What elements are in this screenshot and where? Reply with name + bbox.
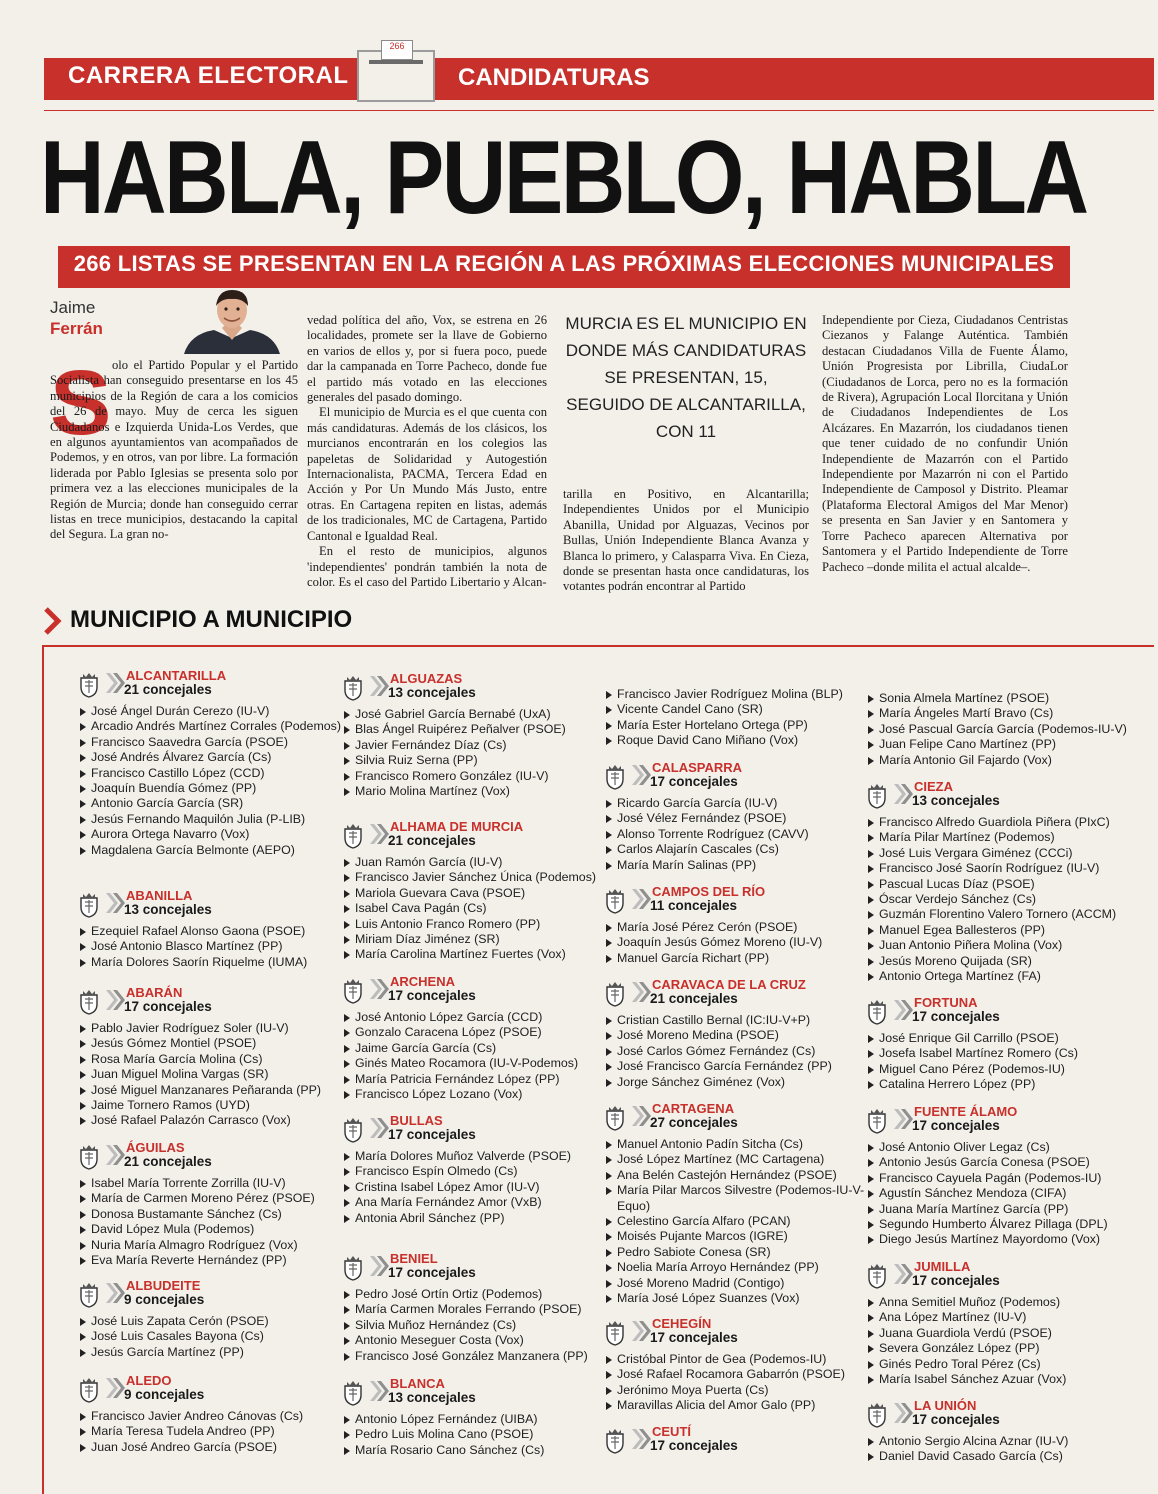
- candidate-item: Pablo Javier Rodríguez Soler (IU-V): [80, 1021, 321, 1036]
- candidate-item: Miriam Díaz Jiménez (SR): [344, 932, 596, 947]
- candidate-list: [342, 1149, 571, 1226]
- double-chevron-icon: [892, 1401, 914, 1430]
- candidate-item: Antonio García García (SR): [80, 796, 341, 811]
- municipio-seats: 9 concejales: [124, 1387, 205, 1402]
- municipio-seats: 21 concejales: [650, 991, 738, 1006]
- municipio-calasparra: [604, 760, 809, 873]
- municipio-seats: 17 concejales: [650, 1438, 738, 1453]
- municipio-name: ALCANTARILLA: [126, 668, 227, 683]
- candidate-item: Pedro José Ortín Ortiz (Podemos): [344, 1287, 588, 1302]
- candidate-item: Ricardo García García (IU-V): [606, 796, 809, 811]
- candidate-item: María Carmen Morales Ferrando (PSOE): [344, 1302, 588, 1317]
- candidate-list: [78, 1021, 321, 1129]
- candidate-item: Jesús Fernando Maquilón Julia (P-LIB): [80, 812, 341, 827]
- municipio-seats: 27 concejales: [650, 1115, 738, 1130]
- candidate-item: Moisés Pujante Marcos (IGRE): [606, 1229, 864, 1244]
- candidate-item: María Marín Salinas (PP): [606, 858, 809, 873]
- candidate-item: Magdalena García Belmonte (AEPO): [80, 843, 341, 858]
- page-tag: 266: [381, 40, 413, 60]
- municipio-name: LA UNIÓN: [914, 1398, 977, 1413]
- candidate-item: Vicente Candel Cano (SR): [606, 702, 843, 717]
- candidate-item: Alonso Torrente Rodríguez (CAVV): [606, 827, 809, 842]
- municipio-name: BULLAS: [390, 1113, 443, 1128]
- municipio-name: ABANILLA: [126, 888, 193, 903]
- divider: [44, 110, 1154, 111]
- candidate-item: Agustín Sánchez Mendoza (CIFA): [868, 1186, 1108, 1201]
- article-paragraph: tarilla en Positivo, en Alcantarilla; Independientes Unidos por el Municipio Abanilla, Unidad por Alguazas, Vecinos por Bullas, Unión Independiente Blanca Avanza y Blanca lo primero, y Calasparra Viva. En Cieza, donde se presentan hasta once candidaturas, los votantes podrán encontrar al Partido: [563, 487, 809, 594]
- municipio-name: ABARÁN: [126, 985, 183, 1000]
- municipio-name: CARTAGENA: [652, 1101, 735, 1116]
- candidate-item: Equo): [617, 1198, 651, 1213]
- coat-of-arms-icon: [866, 999, 888, 1030]
- candidate-item: María José López Suanzes (Vox): [606, 1291, 864, 1306]
- candidate-item: María Ángeles Martí Bravo (Cs): [868, 706, 1127, 721]
- candidate-item: Gonzalo Caracena López (PSOE): [344, 1025, 578, 1040]
- candidate-item: Silvia Ruiz Serna (PP): [344, 753, 566, 768]
- candidate-item: José Francisco García Fernández (PP): [606, 1059, 832, 1074]
- municipio-aledo: [78, 1373, 303, 1455]
- municipio-fortuna: [866, 995, 1078, 1093]
- candidate-item: Francisco Espín Olmedo (Cs): [344, 1164, 571, 1179]
- double-chevron-icon: [104, 1376, 126, 1405]
- candidate-item: María Ester Hortelano Ortega (PP): [606, 718, 843, 733]
- municipio-seats: 17 concejales: [388, 1265, 476, 1280]
- author-last-name: Ferrán: [50, 319, 103, 338]
- municipios-title: MUNICIPIO A MUNICIPIO: [70, 606, 353, 633]
- candidate-item: Francisco Javier Andreo Cánovas (Cs): [80, 1409, 303, 1424]
- candidate-item: Nuria María Almagro Rodríguez (Vox): [80, 1238, 315, 1253]
- article-column-2: [307, 313, 547, 590]
- candidate-item: Francisco Cayuela Pagán (Podemos-IU): [868, 1171, 1108, 1186]
- municipio-archena: [342, 974, 578, 1102]
- coat-of-arms-icon: [604, 888, 626, 919]
- coat-of-arms-icon: [604, 764, 626, 795]
- double-chevron-icon: [630, 887, 652, 916]
- candidate-item: José Ángel Durán Cerezo (IU-V): [80, 704, 341, 719]
- candidate-list: [604, 687, 843, 749]
- candidate-item: Francisco Javier Rodríguez Molina (BLP): [606, 687, 843, 702]
- article-paragraph: vedad política del año, Vox, se estrena en 26 localidades, promete ser la llave de Gobierno en varios de ellos y, por si fuera poco, puede dar la campanada en Torre Pacheco, donde fue el partido más votado en las elecciones generales del pasado domingo.: [307, 313, 547, 405]
- article-column-3: [563, 487, 809, 595]
- double-chevron-icon: [368, 1379, 390, 1408]
- article-column-4: [822, 313, 1068, 575]
- candidate-list: [342, 1287, 588, 1364]
- candidate-item: Francisco José Saorín Rodríguez (IU-V): [868, 861, 1116, 876]
- candidate-item: José Gabriel García Bernabé (UxA): [344, 707, 566, 722]
- candidate-item: Cristina Isabel López Amor (IU-V): [344, 1180, 571, 1195]
- candidate-item: Antonio Ortega Martínez (FA): [868, 969, 1116, 984]
- candidate-item: Sonia Almela Martínez (PSOE): [868, 691, 1127, 706]
- municipio-jumilla: [866, 1259, 1066, 1387]
- candidate-item: Francisco Saavedra García (PSOE): [80, 735, 341, 750]
- municipio-name: BLANCA: [390, 1376, 445, 1391]
- candidate-item: Arcadio Andrés Martínez Corrales (Podemos): [80, 719, 341, 734]
- article-paragraph: En el resto de municipios, algunos 'independientes' pondrán también la nota de color. Es el caso del Partido Libertario y Alcan-: [307, 544, 547, 589]
- municipio-seats: 9 concejales: [124, 1292, 205, 1307]
- municipio-name: CEHEGÍN: [652, 1316, 712, 1331]
- candidate-item: Eva María Reverte Hernández (PP): [80, 1253, 315, 1268]
- candidate-item: Pascual Lucas Díaz (PSOE): [868, 877, 1116, 892]
- double-chevron-icon: [368, 674, 390, 703]
- candidate-item: Daniel David Casado García (Cs): [868, 1449, 1068, 1464]
- candidate-item: Pedro Luis Molina Cano (PSOE): [344, 1427, 544, 1442]
- headline: HABLA, PUEBLO, HABLA: [40, 120, 1087, 236]
- double-chevron-icon: [368, 977, 390, 1006]
- candidate-item: Juan Felipe Cano Martínez (PP): [868, 737, 1127, 752]
- candidate-item: Ana López Martínez (IU-V): [868, 1310, 1066, 1325]
- candidate-item: Josefa Isabel Martínez Romero (Cs): [868, 1046, 1078, 1061]
- candidate-item: Silvia Muñoz Hernández (Cs): [344, 1318, 588, 1333]
- candidate-item: José Moreno Madrid (Contigo): [606, 1276, 864, 1291]
- municipio-name: BENIEL: [390, 1251, 438, 1266]
- subsection-label: CANDIDATURAS: [458, 64, 650, 91]
- candidate-item: José Luis Casales Bayona (Cs): [80, 1329, 269, 1344]
- coat-of-arms-icon: [342, 823, 364, 854]
- municipio-seats: 21 concejales: [124, 682, 212, 697]
- municipio-seats: 13 concejales: [912, 793, 1000, 808]
- municipio-name: CIEZA: [914, 779, 953, 794]
- municipio-seats: 17 concejales: [388, 988, 476, 1003]
- article-column-1: [50, 352, 298, 543]
- municipio-cartagena: [604, 1101, 864, 1306]
- municipio-bullas: [342, 1113, 571, 1226]
- double-chevron-icon: [630, 1427, 652, 1456]
- candidate-item: María Teresa Tudela Andreo (PP): [80, 1424, 303, 1439]
- candidate-item: José Enrique Gil Carrillo (PSOE): [868, 1031, 1078, 1046]
- candidate-item: María Carolina Martínez Fuertes (Vox): [344, 947, 596, 962]
- candidate-item: Juan José Andreo García (PSOE): [80, 1440, 303, 1455]
- candidate-item: Pedro Sabiote Conesa (SR): [606, 1245, 864, 1260]
- municipio-seats: 13 concejales: [388, 1390, 476, 1405]
- double-chevron-icon: [630, 1319, 652, 1348]
- municipio-abaran: [78, 985, 321, 1129]
- candidate-item: Jesús García Martínez (PP): [80, 1345, 269, 1360]
- candidate-item: Manuel Egea Ballesteros (PP): [868, 923, 1116, 938]
- candidate-item: Antonio Jesús García Conesa (PSOE): [868, 1155, 1108, 1170]
- candidate-list: [604, 1352, 845, 1414]
- candidate-list: [78, 924, 307, 970]
- municipio-la-union: [866, 1398, 1068, 1465]
- double-chevron-icon: [368, 822, 390, 851]
- municipio-name: ALGUAZAS: [390, 671, 463, 686]
- candidate-list: [866, 815, 1116, 984]
- candidate-item: María Isabel Sánchez Azuar (Vox): [868, 1372, 1066, 1387]
- coat-of-arms-icon: [866, 1263, 888, 1294]
- coat-of-arms-icon: [78, 1144, 100, 1175]
- candidate-item: Jesús Moreno Quijada (SR): [868, 954, 1116, 969]
- candidate-item: Francisco José González Manzanera (PP): [344, 1349, 588, 1364]
- candidate-item: Antonia Abril Sánchez (PP): [344, 1211, 571, 1226]
- candidate-item: Isabel Cava Pagán (Cs): [344, 901, 596, 916]
- candidate-item: Óscar Verdejo Sánchez (Cs): [868, 892, 1116, 907]
- double-chevron-icon: [104, 1143, 126, 1172]
- article-paragraph: El municipio de Murcia es el que cuenta con más candidaturas. Además de los clásicos, los murcianos encontrarán en los colegios las papeletas de Solidaridad y Autogestión Internacionalista, PACMA, Tercera Edad en Acción y Por Un Mundo Más Justo, entre otras. En Cartagena repiten en listas, además de los tradicionales, MC de Cartagena, Partido Cantonal e Igualdad Real.: [307, 405, 547, 543]
- candidate-item: Francisco López Lozano (Vox): [344, 1087, 578, 1102]
- municipio-seats: 11 concejales: [650, 898, 738, 913]
- municipio-seats: 17 concejales: [650, 774, 738, 789]
- municipio-beniel: [342, 1251, 588, 1364]
- municipio-abanilla: [78, 888, 307, 970]
- candidate-item: Cristóbal Pintor de Gea (Podemos-IU): [606, 1352, 845, 1367]
- candidate-item: José Carlos Gómez Fernández (Cs): [606, 1044, 832, 1059]
- candidate-item: Maravillas Alicia del Amor Galo (PP): [606, 1398, 845, 1413]
- candidate-list: [604, 796, 809, 873]
- candidate-item: María José Pérez Cerón (PSOE): [606, 920, 822, 935]
- coat-of-arms-icon: [866, 1108, 888, 1139]
- double-chevron-icon: [104, 891, 126, 920]
- candidate-item: Jorge Sánchez Giménez (Vox): [606, 1075, 832, 1090]
- double-chevron-icon: [630, 1104, 652, 1133]
- candidate-item: David López Mula (Podemos): [80, 1222, 315, 1237]
- candidate-list: [866, 1031, 1078, 1093]
- candidate-item: Jaime Tornero Ramos (UYD): [80, 1098, 321, 1113]
- candidate-item: María Patricia Fernández López (PP): [344, 1072, 578, 1087]
- candidate-item: Aurora Ortega Navarro (Vox): [80, 827, 341, 842]
- double-chevron-icon: [368, 1116, 390, 1145]
- section-label: CARRERA ELECTORAL: [68, 62, 349, 89]
- coat-of-arms-icon: [78, 1282, 100, 1313]
- municipio-caravaca-de-la-cruz: [604, 977, 832, 1090]
- double-chevron-icon: [892, 998, 914, 1027]
- municipio-name: FUENTE ÁLAMO: [914, 1104, 1018, 1119]
- candidate-list: [604, 1137, 864, 1306]
- candidate-list: [78, 1314, 269, 1360]
- candidate-item: Roque David Cano Miñano (Vox): [606, 733, 843, 748]
- candidate-item: José Rafael Rocamora Gabarrón (PSOE): [606, 1367, 845, 1382]
- coat-of-arms-icon: [604, 981, 626, 1012]
- candidate-item: Mariola Guevara Cava (PSOE): [344, 886, 596, 901]
- candidate-item: Diego Jesús Martínez Mayordomo (Vox): [868, 1232, 1108, 1247]
- candidate-item: Antonio Sergio Alcina Aznar (IU-V): [868, 1434, 1068, 1449]
- municipio-seats: 17 concejales: [912, 1412, 1000, 1427]
- subhead: 266 LISTAS SE PRESENTAN EN LA REGIÓN A LAS PRÓXIMAS ELECCIONES MUNICIPALES: [73, 251, 1055, 276]
- candidate-item: Luis Antonio Franco Romero (PP): [344, 917, 596, 932]
- candidate-item: José Pascual García García (Podemos-IU-V): [868, 722, 1127, 737]
- municipio-cehegin: [604, 1316, 845, 1414]
- candidate-item: Francisco Romero González (IU-V): [344, 769, 566, 784]
- candidate-item: Joaquín Jesús Gómez Moreno (IU-V): [606, 935, 822, 950]
- coat-of-arms-icon: [342, 1117, 364, 1148]
- candidate-item: Isabel María Torrente Zorrilla (IU-V): [80, 1176, 315, 1191]
- municipio-aguilas: [78, 1140, 315, 1268]
- candidate-list: [604, 920, 822, 966]
- chevron-right-icon: [42, 606, 64, 636]
- article-paragraph: Independiente por Cieza, Ciudadanos Centristas Ciezanos y Falange Auténtica. También destacan Ciudadanos Villa de Fuente Álamo, Unión Progresista por Librilla, CiudaLor (Ciudadanos de Lorca, pero no es la formación de Rivera), Agrupación Local Ilorcitana y Unión de Ciudadanos Independientes de Los Alcázares. En Mazarrón, los ciudadanos tienen que tener cuidado de no confundir Unión Independiente de Mazarrón con el Partido Independiente por Mazarrón ni con el Partido Independiente de Camposol y Distrito. Pleamar (Plataforma Electoral Amigos del Mar Menor) se presenta en San Javier y en Santomera y Torre Pacheco aparecen Alternativa por Santomera y el Partido Independiente de Torre Pacheco –donde milita el actual alcalde–.: [822, 313, 1068, 574]
- candidate-item: Cristian Castillo Bernal (IC:IU-V+P): [606, 1013, 832, 1028]
- coat-of-arms-icon: [78, 1377, 100, 1408]
- double-chevron-icon: [368, 1254, 390, 1283]
- candidate-item: Blas Ángel Ruipérez Peñalver (PSOE): [344, 722, 566, 737]
- candidate-list: [342, 1412, 544, 1458]
- municipio-seats: 17 concejales: [124, 999, 212, 1014]
- candidate-item: Segundo Humberto Álvarez Pillaga (DPL): [868, 1217, 1108, 1232]
- candidate-list: [342, 855, 596, 963]
- candidate-item: Francisco Alfredo Guardiola Piñera (PIxC): [868, 815, 1116, 830]
- candidate-item: Juana María Martínez García (PP): [868, 1202, 1108, 1217]
- candidate-item: José Luis Vergara Giménez (CCCi): [868, 846, 1116, 861]
- candidate-item: José Antonio López García (CCD): [344, 1010, 578, 1025]
- candidate-item: Celestino García Alfaro (PCAN): [606, 1214, 864, 1229]
- candidate-item: Joaquín Buendía Gómez (PP): [80, 781, 341, 796]
- municipio-blanca-continued: [604, 687, 843, 749]
- candidate-item: María Pilar Martínez (Podemos): [868, 830, 1116, 845]
- candidate-item: Jesús Gómez Montiel (PSOE): [80, 1036, 321, 1051]
- double-chevron-icon: [892, 1262, 914, 1291]
- candidate-item: Francisco Javier Sánchez Única (Podemos): [344, 870, 596, 885]
- municipio-name: CEUTÍ: [652, 1424, 691, 1439]
- double-chevron-icon: [630, 980, 652, 1009]
- municipio-seats: 17 concejales: [388, 1127, 476, 1142]
- candidate-list: [78, 1176, 315, 1268]
- candidate-list: [866, 1140, 1108, 1248]
- candidate-item: Juan Ramón García (IU-V): [344, 855, 596, 870]
- coat-of-arms-icon: [604, 1320, 626, 1351]
- double-chevron-icon: [104, 671, 126, 700]
- candidate-item: María Rosario Cano Sánchez (Cs): [344, 1443, 544, 1458]
- candidate-item: Francisco Castillo López (CCD): [80, 766, 341, 781]
- pull-quote: MURCIA ES EL MUNICIPIO EN DONDE MÁS CANDIDATURAS SE PRESENTAN, 15, SEGUIDO DE ALCANTARILLA, CON 11: [565, 314, 807, 441]
- candidate-item: Donosa Bustamante Sánchez (Cs): [80, 1207, 315, 1222]
- article-paragraph: olo el Partido Popular y el Partido Socialista han conseguido presentarse en los 45 municipios de la Región de cara a los comicios del 26 de mayo. Muy de cerca les siguen Ciudadanos e Izquierda Unida-Los Verdes, que en algunos ayuntamientos van acompañados de Podemos, y en otros, van por libre. La formación liderada por Pablo Iglesias se presenta solo por primera vez a las elecciones municipales de la Región de Murcia; donde han conseguido cerrar listas en trece municipios, destacando la capital del Segura. La gran no-: [50, 358, 298, 542]
- candidate-item: Catalina Herrero López (PP): [868, 1077, 1078, 1092]
- municipio-name: ÁGUILAS: [126, 1140, 185, 1155]
- candidate-item: José Antonio Oliver Legaz (Cs): [868, 1140, 1108, 1155]
- coat-of-arms-icon: [78, 672, 100, 703]
- candidate-item: Jerónimo Moya Puerta (Cs): [606, 1383, 845, 1398]
- municipio-seats: 13 concejales: [124, 902, 212, 917]
- double-chevron-icon: [104, 1281, 126, 1310]
- candidate-list: [342, 1010, 578, 1102]
- municipio-name: CARAVACA DE LA CRUZ: [652, 977, 806, 992]
- candidate-list: [78, 1409, 303, 1455]
- municipio-seats: 13 concejales: [388, 685, 476, 700]
- candidate-item: Ezequiel Rafael Alonso Gaona (PSOE): [80, 924, 307, 939]
- municipio-name: CAMPOS DEL RÍO: [652, 884, 766, 899]
- double-chevron-icon: [892, 782, 914, 811]
- coat-of-arms-icon: [604, 1105, 626, 1136]
- municipio-name: FORTUNA: [914, 995, 978, 1010]
- candidate-item: José Luis Zapata Cerón (PSOE): [80, 1314, 269, 1329]
- candidate-item: José López Martínez (MC Cartagena): [606, 1152, 864, 1167]
- candidate-item: Ginés Pedro Toral Pérez (Cs): [868, 1357, 1066, 1372]
- candidate-item: Antonio Meseguer Costa (Vox): [344, 1333, 588, 1348]
- candidate-item: José Moreno Medina (PSOE): [606, 1028, 832, 1043]
- candidate-item: José Andrés Álvarez García (Cs): [80, 750, 341, 765]
- municipio-seats: 17 concejales: [650, 1330, 738, 1345]
- candidate-item: José Vélez Fernández (PSOE): [606, 811, 809, 826]
- municipio-blanca: [342, 1376, 544, 1458]
- candidate-item: Javier Fernández Díaz (Cs): [344, 738, 566, 753]
- candidate-item: Juana Guardiola Verdú (PSOE): [868, 1326, 1066, 1341]
- candidate-item: Severa González López (PP): [868, 1341, 1066, 1356]
- double-chevron-icon: [104, 988, 126, 1017]
- municipio-cieza: [866, 779, 1116, 984]
- municipio-campos-del-rio: [604, 884, 822, 966]
- coat-of-arms-icon: [342, 1255, 364, 1286]
- municipio-seats: 17 concejales: [912, 1009, 1000, 1024]
- author-photo: [176, 288, 288, 354]
- drop-cap: S: [50, 352, 112, 454]
- municipio-alcantarilla: [78, 668, 341, 858]
- ballot-box-icon: [357, 41, 435, 102]
- coat-of-arms-icon: [342, 978, 364, 1009]
- candidate-list: [78, 704, 341, 858]
- municipio-ceuti-continued: [866, 691, 1127, 768]
- candidate-item: Jaime García García (Cs): [344, 1041, 578, 1056]
- candidate-item: María Dolores Muñoz Valverde (PSOE): [344, 1149, 571, 1164]
- candidate-item: Ana Belén Castejón Hernández (PSOE): [606, 1168, 864, 1183]
- municipio-name: ALEDO: [126, 1373, 172, 1388]
- coat-of-arms-icon: [866, 1402, 888, 1433]
- candidate-item: María Pilar Marcos Silvestre (Podemos-IU-V-: [606, 1183, 864, 1198]
- candidate-item: Guzmán Florentino Valero Tornero (ACCM): [868, 907, 1116, 922]
- candidate-item: Noelia María Arroyo Hernández (PP): [606, 1260, 864, 1275]
- municipio-albudeite: [78, 1278, 269, 1360]
- municipio-seats: 21 concejales: [124, 1154, 212, 1169]
- candidate-list: [342, 707, 566, 799]
- candidate-list: [866, 1295, 1066, 1387]
- author-first-name: Jaime: [50, 298, 96, 317]
- candidate-item: Ana María Fernández Amor (VxB): [344, 1195, 571, 1210]
- candidate-item: María Antonio Gil Fajardo (Vox): [868, 753, 1127, 768]
- candidate-item: Juan Antonio Piñera Molina (Vox): [868, 938, 1116, 953]
- municipio-alguazas: [342, 671, 566, 799]
- candidate-item: Miguel Cano Pérez (Podemos-IU): [868, 1062, 1078, 1077]
- candidate-item: María de Carmen Moreno Pérez (PSOE): [80, 1191, 315, 1206]
- municipio-name: ALBUDEITE: [126, 1278, 201, 1293]
- municipio-name: JUMILLA: [914, 1259, 971, 1274]
- candidate-item: Juan Miguel Molina Vargas (SR): [80, 1067, 321, 1082]
- candidate-item: Carlos Alajarín Cascales (Cs): [606, 842, 809, 857]
- municipio-name: CALASPARRA: [652, 760, 743, 775]
- double-chevron-icon: [630, 763, 652, 792]
- coat-of-arms-icon: [78, 892, 100, 923]
- municipio-name: ALHAMA DE MURCIA: [390, 819, 524, 834]
- coat-of-arms-icon: [342, 675, 364, 706]
- candidate-item: Manuel Antonio Padín Sitcha (Cs): [606, 1137, 864, 1152]
- candidate-item: Manuel García Richart (PP): [606, 951, 822, 966]
- double-chevron-icon: [892, 1107, 914, 1136]
- municipio-alhama-de-murcia: [342, 819, 596, 963]
- candidate-item: José Antonio Blasco Martínez (PP): [80, 939, 307, 954]
- candidate-item: Antonio López Fernández (UIBA): [344, 1412, 544, 1427]
- municipio-seats: 21 concejales: [388, 833, 476, 848]
- candidate-list: [866, 691, 1127, 768]
- candidate-list: [866, 1434, 1068, 1465]
- candidate-item: Ginés Mateo Rocamora (IU-V-Podemos): [344, 1056, 578, 1071]
- candidate-item: José Miguel Manzanares Peñaranda (PP): [80, 1083, 321, 1098]
- candidate-item: María Dolores Saorín Riquelme (IUMA): [80, 955, 307, 970]
- coat-of-arms-icon: [866, 783, 888, 814]
- candidate-item: Rosa María García Molina (Cs): [80, 1052, 321, 1067]
- candidate-item: Mario Molina Martínez (Vox): [344, 784, 566, 799]
- candidate-item: Anna Semitiel Muñoz (Podemos): [868, 1295, 1066, 1310]
- municipio-seats: 17 concejales: [912, 1273, 1000, 1288]
- coat-of-arms-icon: [604, 1428, 626, 1459]
- municipio-seats: 17 concejales: [912, 1118, 1000, 1133]
- candidate-list: [604, 1013, 832, 1090]
- candidate-item: José Rafael Palazón Carrasco (Vox): [80, 1113, 321, 1128]
- coat-of-arms-icon: [78, 989, 100, 1020]
- coat-of-arms-icon: [342, 1380, 364, 1411]
- municipio-name: ARCHENA: [390, 974, 455, 989]
- municipio-fuente-alamo: [866, 1104, 1108, 1248]
